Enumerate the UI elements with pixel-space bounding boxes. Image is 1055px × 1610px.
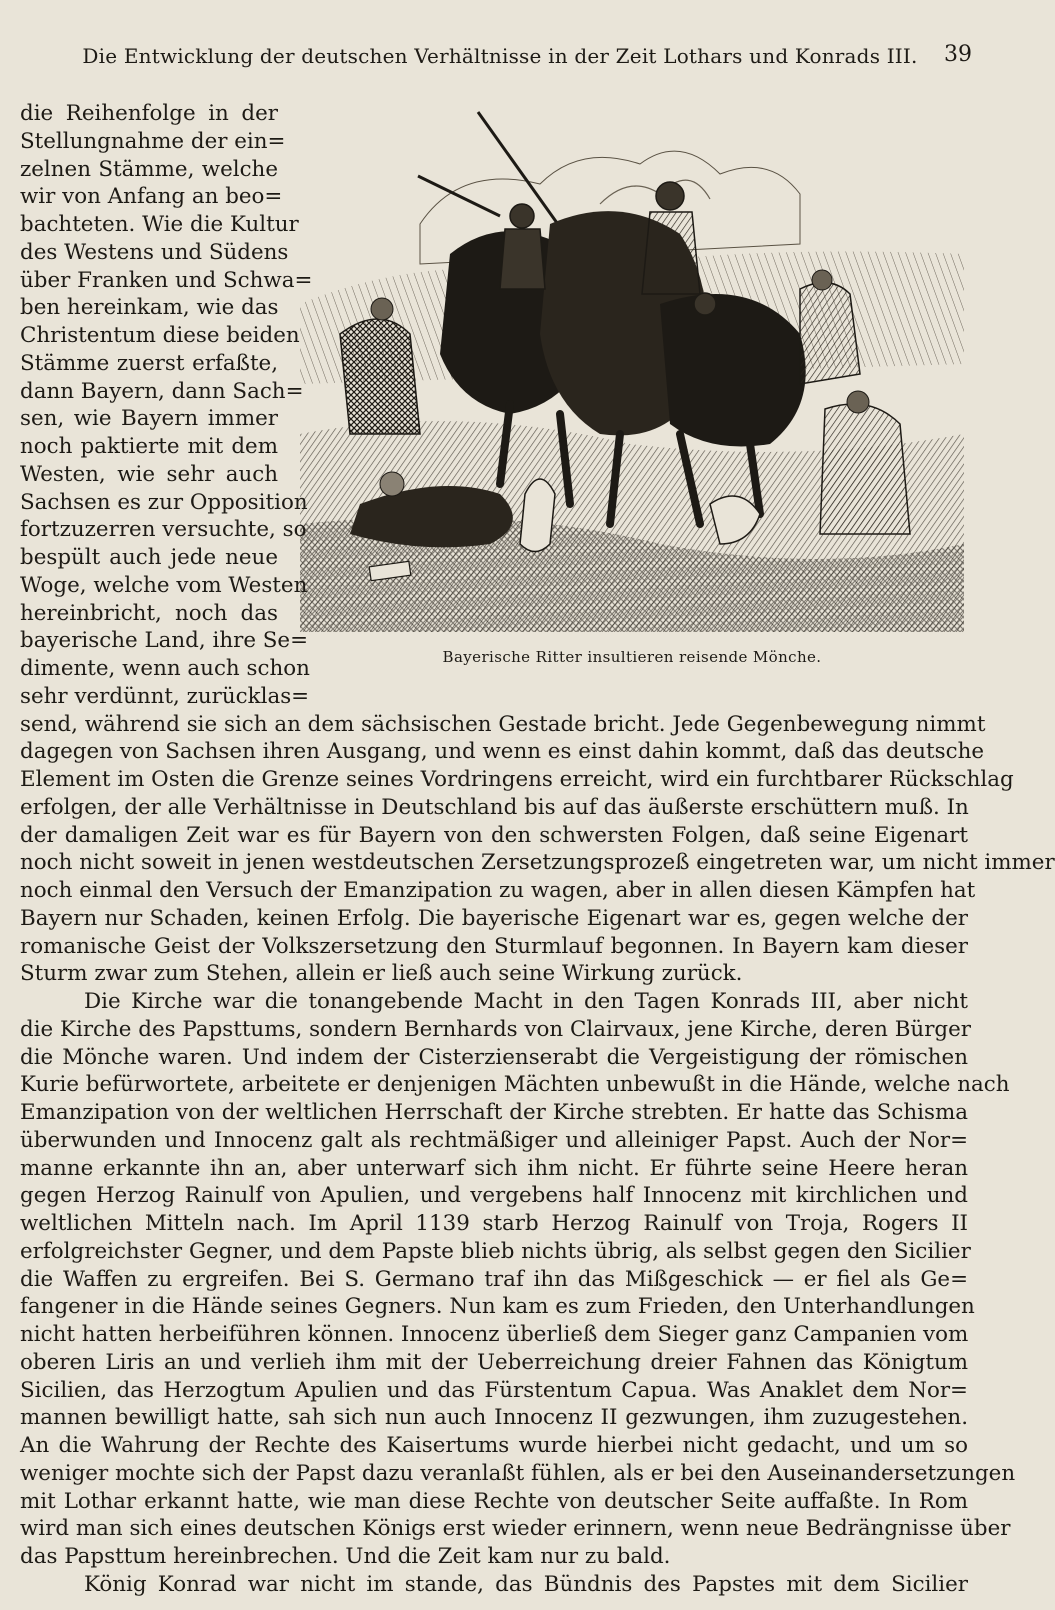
text-line: weltlichen Mitteln nach. Im April 1139 starb Herzog Rainulf von Troja, Rogers II	[20, 1211, 968, 1236]
text-line: bachteten. Wie die Kultur	[20, 212, 299, 237]
text-line: Emanzipation von der weltlichen Herrschaft der Kirche strebten. Er hatte das Schisma	[20, 1100, 968, 1125]
text-line: oberen Liris an und verlieh ihm mit der Ueberreichung dreier Fahnen das Königtum	[20, 1349, 968, 1375]
text-line: über Franken und Schwa=	[20, 267, 313, 293]
text-line: Bayern nur Schaden, keinen Erfolg. Die bayerische Eigenart war es, gegen welche der	[20, 905, 968, 931]
text-line: Sicilien, das Herzogtum Apulien und das Fürstentum Capua. Was Anaklet dem Nor=	[20, 1377, 968, 1403]
text-line: bayerische Land, ihre Se=	[20, 628, 309, 654]
text-line: An die Wahrung der Rechte des Kaisertums wurde hierbei nicht gedacht, und um so	[20, 1433, 968, 1458]
text-line: fangener in die Hände seines Gegners. Nun kam es zum Frieden, den Unterhandlungen	[20, 1294, 975, 1320]
text-line: überwunden und Innocenz galt als rechtmäßiger und alleiniger Papst. Auch der Nor=	[20, 1127, 968, 1153]
running-title: Die Entwicklung der deutschen Verhältnisse in der Zeit Lothars und Konrads III.	[82, 44, 918, 68]
text-line: der damaligen Zeit war es für Bayern von den schwersten Folgen, daß seine Eigenart	[20, 822, 968, 848]
text-line: das Papsttum hereinbrechen. Und die Zeit kam nur zu bald.	[20, 1544, 671, 1569]
text-line: Sturm zwar zum Stehen, allein er ließ auch seine Wirkung zurück.	[20, 961, 743, 987]
text-line: Woge, welche vom Westen	[20, 572, 308, 598]
text-line: noch nicht soweit in jenen westdeutschen Zersetzungsprozeß eingetreten war, um nicht immer	[20, 850, 1055, 876]
text-line: noch paktierte mit dem	[20, 434, 278, 459]
text-line: wir von Anfang an beo=	[20, 184, 283, 210]
body-text	[20, 100, 1055, 1599]
text-line: die Reihenfolge in der	[20, 101, 278, 126]
text-line: dimente, wenn auch schon	[20, 656, 310, 681]
text-line: zelnen Stämme, welche	[20, 156, 278, 182]
text-line: romanische Geist der Volkszersetzung den Sturmlauf begonnen. In Bayern kam dieser	[20, 933, 968, 959]
text-line: noch einmal den Versuch der Emanzipation zu wagen, aber in allen diesen Kämpfen hat	[20, 878, 976, 903]
text-line: hereinbricht, noch das	[20, 600, 278, 626]
text-line: die Mönche waren. Und indem der Cisterzienserabt die Vergeistigung der römischen	[20, 1044, 968, 1070]
text-line: wird man sich eines deutschen Königs erst wieder erinnern, wenn neue Bedrängnisse über	[20, 1516, 1011, 1542]
running-head	[20, 40, 980, 72]
text-line: manne erkannte ihn an, aber unterwarf sich ihm nicht. Er führte seine Heere heran	[20, 1155, 968, 1181]
text-line: erfolgreichster Gegner, und dem Papste blieb nichts übrig, als selbst gegen den Sicilier	[20, 1238, 971, 1264]
text-line: die Waffen zu ergreifen. Bei S. Germano traf ihn das Mißgeschick — er fiel als Ge=	[20, 1266, 968, 1292]
text-line: Stämme zuerst erfaßte,	[20, 350, 278, 376]
text-line: des Westens und Südens	[20, 239, 289, 265]
text-line: erfolgen, der alle Verhältnisse in Deutschland bis auf das äußerste erschüttern muß. In	[20, 794, 969, 820]
text-line: bespült auch jede neue	[20, 545, 278, 570]
text-line: Die Kirche war die tonangebende Macht in den Tagen Konrads III, aber nicht	[84, 989, 968, 1014]
text-line: nicht hatten herbeiführen können. Innocenz überließ dem Sieger ganz Campanien vom	[20, 1322, 969, 1347]
text-line: Christentum diese beiden	[20, 323, 300, 348]
text-line: die Kirche des Papsttums, sondern Bernhards von Clairvaux, jene Kirche, deren Bürger	[20, 1016, 971, 1042]
text-line: Stellungnahme der ein=	[20, 128, 286, 154]
text-line: dann Bayern, dann Sach=	[20, 378, 304, 404]
text-line: Element im Osten die Grenze seines Vordringens erreicht, wird ein furchtbarer Rückschlag	[20, 767, 1014, 792]
text-line: ben hereinkam, wie das	[20, 295, 279, 321]
text-line: gegen Herzog Rainulf von Apulien, und vergebens half Innocenz mit kirchlichen und	[20, 1183, 968, 1209]
text-line: fortzuzerren versuchte, so	[20, 517, 307, 543]
text-line: weniger mochte sich der Papst dazu veranlaßt fühlen, als er bei den Auseinandersetzungen	[20, 1460, 1016, 1486]
figure-caption: Bayerische Ritter insultieren reisende Mönche.	[442, 648, 822, 666]
text-line: Westen, wie sehr auch	[20, 461, 278, 487]
text-line: mannen bewilligt hatte, sah sich nun auch Innocenz II gezwungen, ihm zuzugestehen.	[20, 1405, 968, 1431]
text-line: sehr verdünnt, zurücklas=	[20, 683, 310, 709]
text-line: König Konrad war nicht im stande, das Bündnis des Papstes mit dem Sicilier	[84, 1571, 968, 1597]
text-line: dagegen von Sachsen ihren Ausgang, und wenn es einst dahin kommt, daß das deutsche	[20, 739, 984, 765]
page-number: 39	[944, 42, 972, 67]
text-line: mit Lothar erkannt hatte, wie man diese Rechte von deutscher Seite auffaßte. In Rom	[20, 1488, 968, 1514]
text-line: sen, wie Bayern immer	[20, 406, 278, 432]
text-line: Kurie befürwortete, arbeitete er denjenigen Mächten unbewußt in die Hände, welche nach	[20, 1072, 1010, 1098]
text-line: Sachsen es zur Opposition	[20, 489, 308, 515]
text-line: send, während sie sich an dem sächsischen Gestade bricht. Jede Gegenbewegung nimmt	[20, 711, 986, 737]
